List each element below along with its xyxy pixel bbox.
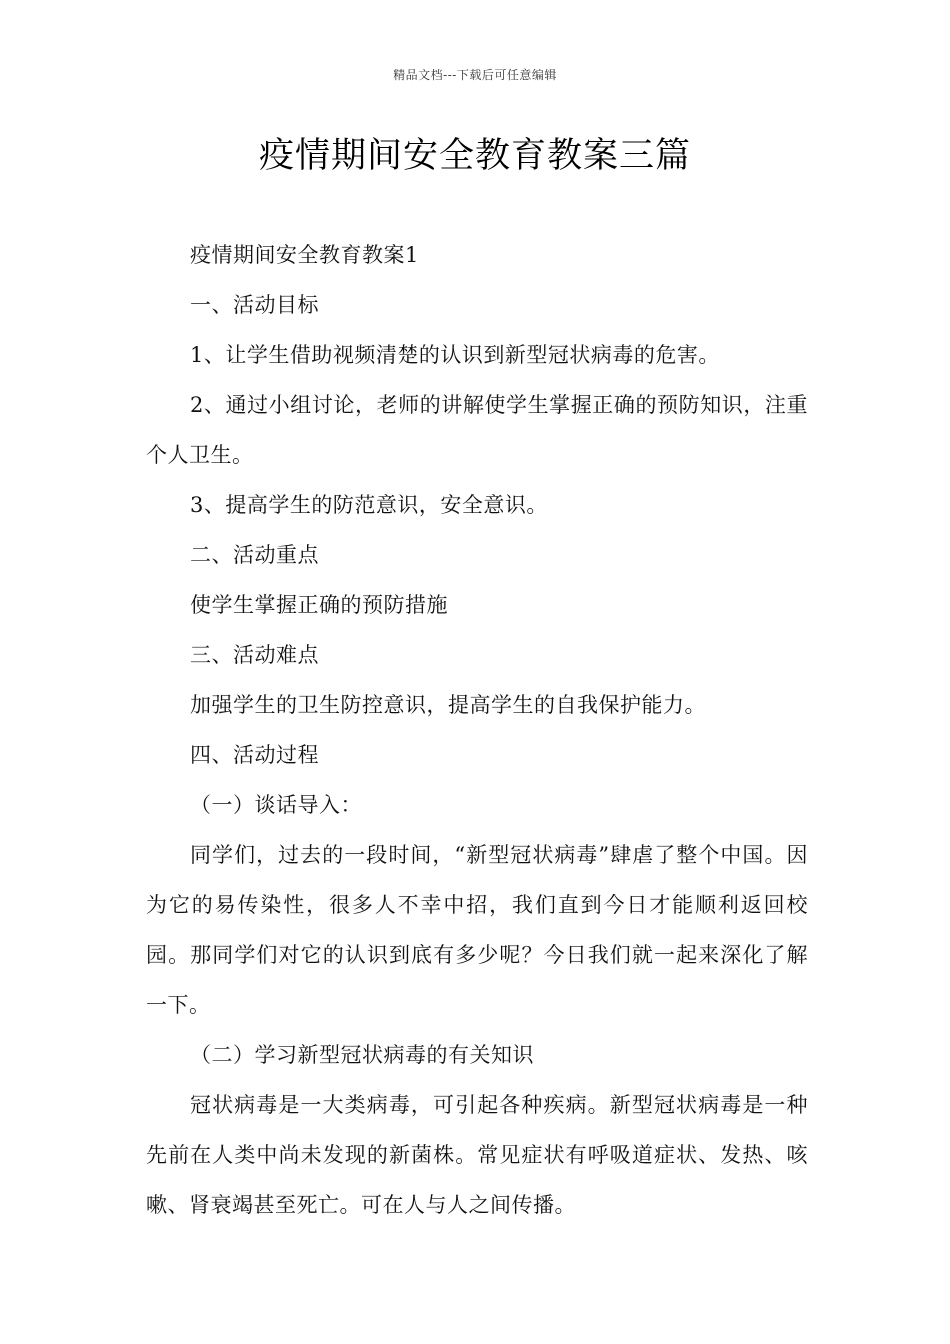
document-title: 疫情期间安全教育教案三篇 [258, 136, 691, 176]
objective-item-1: 1、让学生借助视频清楚的认识到新型冠状病毒的危害。 [190, 343, 720, 367]
objective-item-2: 2、通过小组讨论，老师的讲解使学生掌握正确的预防知识，注重个人卫生。 [146, 393, 808, 467]
objective-item-3: 3、提高学生的防范意识，安全意识。 [190, 493, 548, 517]
difficulties-text: 加强学生的卫生防控意识，提高学生的自我保护能力。 [190, 693, 706, 717]
section-heading-process: 四、活动过程 [190, 743, 319, 767]
section-heading-difficulties: 三、活动难点 [190, 643, 319, 667]
subsection-heading-knowledge: （二）学习新型冠状病毒的有关知识 [190, 1043, 534, 1067]
subsection-heading-intro: （一）谈话导入： [190, 793, 362, 817]
document-body [146, 230, 808, 1230]
knowledge-paragraph: 冠状病毒是一大类病毒，可引起各种疾病。新型冠状病毒是一种先前在人类中尚未发现的新菌株。常见症状有呼吸道症状、发热、咳嗽、肾衰竭甚至死亡。可在人与人之间传播。 [146, 1093, 808, 1217]
section-heading-lesson-1: 疫情期间安全教育教案1 [190, 243, 419, 267]
section-heading-objectives: 一、活动目标 [190, 293, 319, 317]
header-note: 精品文档---下载后可任意编辑 [393, 68, 557, 82]
section-heading-key-points: 二、活动重点 [190, 543, 319, 567]
key-points-text: 使学生掌握正确的预防措施 [190, 593, 448, 617]
intro-paragraph: 同学们，过去的一段时间，“新型冠状病毒”肆虐了整个中国。因为它的易传染性，很多人不幸中招，我们直到今日才能顺利返回校园。那同学们对它的认识到底有多少呢？今日我们就一起来深化了解一下。 [146, 843, 808, 1017]
